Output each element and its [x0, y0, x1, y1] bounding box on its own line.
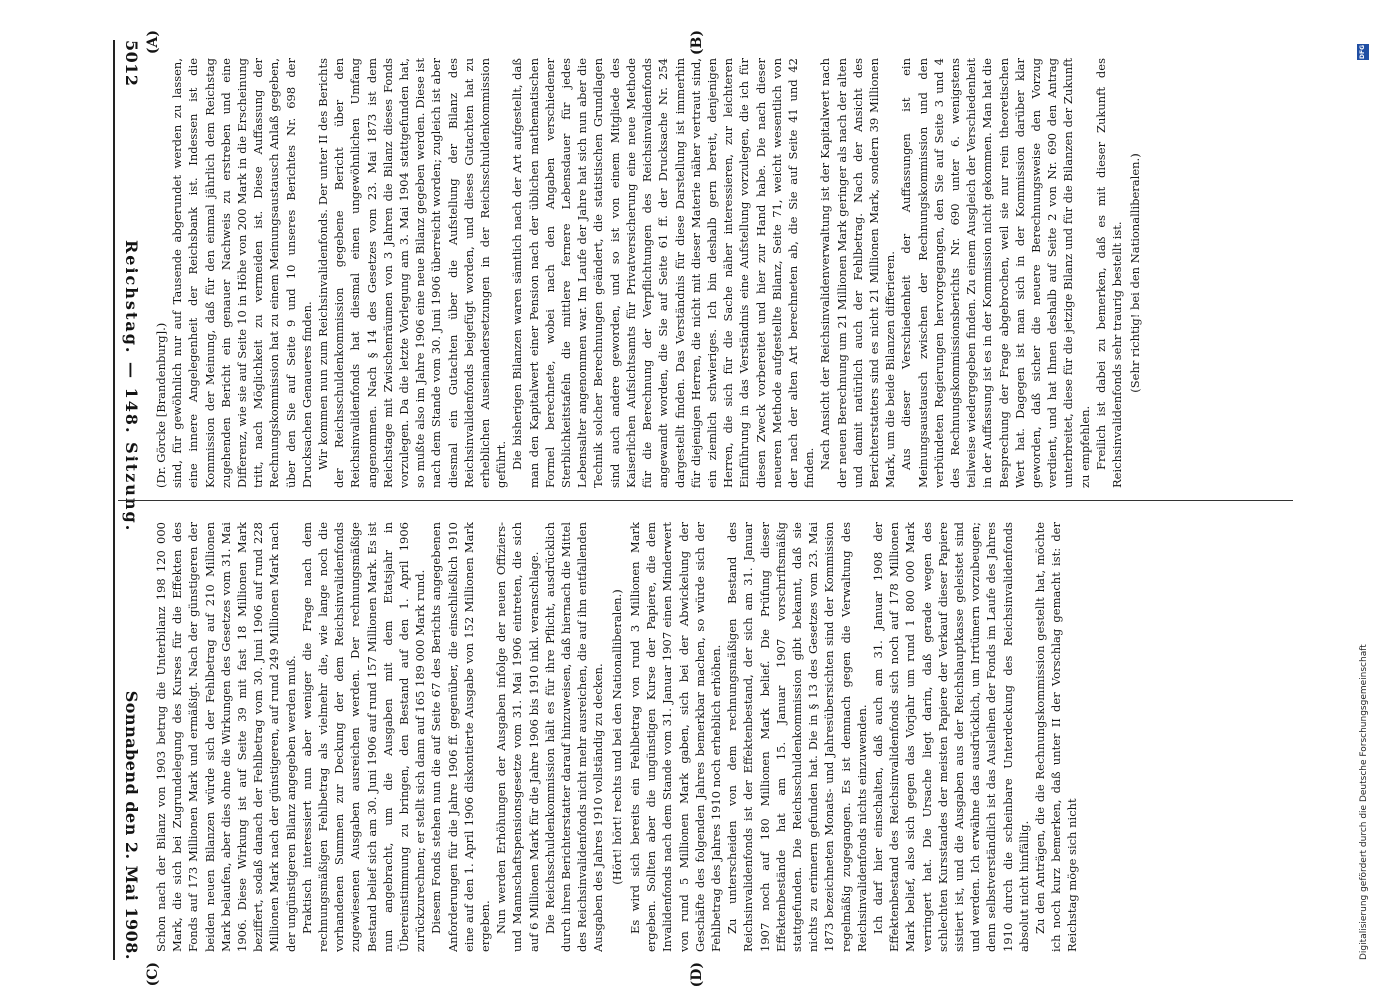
paragraph: Es wird sich bereits ein Fehlbetrag von rund 3 Millionen Mark ergeben. Sollten aber die ungünstigen Kurse der Papiere, die dem Invalidenfonds nach dem Stande vom 31. Januar 1907 einen Minderwert von rund 5 Millionen Mark gaben, sich bei der Abwickelung der Geschäfte des folgenden Jahres bemerkbar machen, so würde sich der Fehlbetrag des Jahres 1910 noch erheblich erhöhen.: [627, 522, 723, 952]
paragraph: Diesem Fonds stehen nun die auf Seite 67 des Berichts angegebenen Anforderungen für die Jahre 1906 ff. gegenüber, die einschließlich 1910 eine auf den 1. April 1906 diskontierte Ausgabe von 152 Millionen Mark ergeben.: [429, 522, 493, 952]
paragraph: Schon nach der Bilanz von 1903 betrug die Unterbilanz 198 120 000 Mark, die sich bei Zugrundelegung des Kurses für die Effekten des Fonds auf 173 Millionen Mark und ermäßigt. Nach der günstigeren der beiden neuen Bilanzen würde sich der Fehlbetrag auf 210 Millionen Mark belaufen, aber dies ohne die Wirkungen des Gesetzes vom 31. Mai 1906. Diese Wirkung ist auf Seite 39 mit fast 18 Millionen Mark beziffert, sodaß danach der Fehlbetrag vom 30. Juni 1906 auf rund 228 Millionen Mark nach der günstigeren, auf rund 249 Millionen Mark nach der ungünstigeren Bilanz angegeben werden muß.: [154, 522, 298, 952]
session-date: Sonnabend den 2. Mai 1908.: [122, 690, 141, 960]
interjection: (Sehr richtig! bei den Nationalliberalen.): [1128, 153, 1143, 393]
paragraph: Wir kommen nun zum Reichsinvalidenfonds. Der unter II des Berichts der Reichsschuldenkommission gegebene Bericht über den Reichsinvalidenfonds hat diesmal einen ungewöhnlichen Umfang angenommen. Nach § 14 des Gesetzes vom 23. Mai 1873 ist dem Reichstage mit Zwischenräumen von 3 Jahren die Bilanz dieses Fonds vorzulegen. Da die letzte Vorlegung am 3. Mai 1904 stattgefunden hat, so mußte also im Jahre 1906 eine neue Bilanz gegeben werden. Diese ist nach dem Stande vom 30. Juni 1906 überreicht worden; zugleich ist aber diesmal ein Gutachten über die Aufstellung der Bilanz des Reichsinvalidenfonds beigefügt worden, und dieses Gutachten hat zu erheblichen Auseinandersetzungen in der Reichsschuldenkommission geführt.: [316, 58, 509, 488]
left-column: [153, 58, 1293, 488]
column-divider: [118, 500, 1293, 501]
speaker-label: (Dr. Görcke [Brandenburg].): [154, 322, 168, 488]
margin-mark-c: (C): [145, 962, 161, 987]
paragraph: Die Reichsschuldenkommission hält es für ihre Pflicht, ausdrücklich durch ihren Berichterstatter darauf hinzuweisen, daß hiernach die Mittel des Reichsinvalidenfonds nicht mehr ausreichen, die auf ihn entfallenden Ausgaben des Jahres 1910 vollständig zu decken.: [542, 522, 606, 952]
paragraph: Praktisch interessiert nun aber weniger die Frage nach dem rechnungsmäßigen Fehlbetrag als vielmehr die, wie lange noch die vorhandenen Summen zur Deckung der dem Reichsinvalidenfonds zugewiesenen Ausgaben ausreichen werden. Der rechnungsmäßige Bestand belief sich am 30. Juni 1906 auf rund 157 Millionen Mark. Es ist nun angebracht, um die Ausgaben mit dem Etatsjahr in Übereinstimmung zu bringen, den Bestand auf den 1. April 1906 zurückzurechnen; er stellt sich dann auf 165 189 000 Mark rund.: [299, 522, 428, 952]
paragraph: Zu den Anträgen, die die Rechnungskommission gestellt hat, möchte ich noch kurz bemerken, daß unter II der Vorschlag gemacht ist: der Reichstag möge sich nicht: [1032, 522, 1080, 952]
digitization-credit: [1357, 40, 1373, 960]
header-rule: [113, 40, 115, 960]
dfg-logo: DFG: [1357, 44, 1369, 60]
margin-mark-b: (B): [689, 30, 705, 56]
paragraph: Ich darf hier einschalten, daß auch am 31. Januar 1908 der Effektenbestand des Reichsinvalidenfonds sich noch auf 178 Millionen Mark belief, also sich gegen das Vorjahr um rund 1 800 000 Mark verringert hat. Die Ursache liegt darin, daß gerade wegen des schlechten Kursstandes der meisten Papiere der Verkauf dieser Papiere sistiert ist, und die Ausgaben aus der Reichshauptkasse geleistet sind und werden. Ich erwähne das ausdrücklich, um Irrtümern vorzubeugen; denn selbstverständlich ist das Ausleihen der Fonds im Laufe des Jahres 1910 durch die scheinbare Unterdeckung des Reichsinvalidenfonds absolut nicht hinfällig.: [870, 522, 1031, 952]
credit-text: Digitalisierung gefördert durch die Deutsche Forschungsgemeinschaft: [1359, 644, 1369, 960]
paragraph: Nach Ansicht der Reichsinvalidenverwaltung ist der Kapitalwert nach der neuen Berechnung um 21 Millionen Mark geringer als nach der alten und damit natürlich auch der Fehlbetrag. Nach der Ansicht des Berichterstatters sind es nicht 21 Millionen Mark, sondern 39 Millionen Mark, um die beide Bilanzen differieren.: [818, 58, 898, 488]
right-column: [153, 522, 1293, 952]
page-number: 5012: [122, 40, 141, 87]
paragraph: Aus dieser Verschiedenheit der Auffassungen ist ein Meinungsaustausch zwischen der Rechnungskommission und den verbündeten Regierungen hervorgegangen, den Sie auf Seite 3 und 4 des Rechnungskommissionsberichts Nr. 690 unter 6. wenigstens teilweise wiedergegeben finden. Zu einem Ausgleich der Verschiedenheit in der Auffassung ist es in der Kommission nicht gekommen. Man hat die Besprechung der Frage abgebrochen, weil sie nur rein theoretischen Wert hat. Dagegen ist man sich in der Kommission darüber klar geworden, daß sicher die neuere Berechnungsweise den Vorzug verdient, und hat Ihnen deshalb auf Seite 2 von Nr. 690 den Antrag unterbreitet, diese für die jetzige Bilanz und für die Bilanzen der Zukunft zu empfehlen.: [899, 58, 1092, 488]
paragraph: sind, für gewöhnlich nur auf Tausende abgerundet werden zu lassen, eine innere Angelegenheit der Reichsbank ist. Indessen ist die Kommission der Meinung, daß für den einmal jährlich dem Reichstag zugehenden Bericht ein genauer Nachweis zu erstreben und eine Differenz, wie sie auf Seite 10 in Höhe von 200 Mark in die Erscheinung tritt, nach Möglichkeit zu vermeiden ist. Diese Auffassung der Rechnungskommission hat zu einem Meinungsaustausch Anlaß gegeben, über den Sie auf Seite 9 und 10 unseres Berichtes Nr. 698 der Drucksachen Genaueres finden.: [170, 58, 314, 488]
paragraph: Zu unterscheiden von dem rechnungsmäßigen Bestand des Reichsinvalidenfonds ist der Effektenbestand, der sich am 31. Januar 1907 noch auf 180 Millionen Mark belief. Die Prüfung dieser Effektenbestände hat am 15. Januar 1907 vorschriftsmäßig stattgefunden. Die Reichsschuldenkommission gibt bekannt, daß sie nichts zu erinnern gefunden hat. Die in § 13 des Gesetzes vom 23. Mai 1873 bezeichneten Monats- und Jahresübersichten sind der Kommission regelmäßig zugegangen. Es ist demnach gegen die Verwaltung des Reichsinvalidenfonds nichts einzuwenden.: [725, 522, 869, 952]
paragraph: Nun werden Erhöhungen der Ausgaben infolge der neuen Offiziers- und Mannschaftspensionsgesetze vom 31. Mai 1906 eintreten, die sich auf 6 Millionen Mark für die Jahre 1906 bis 1910 inkl. veranschlage.: [494, 522, 541, 952]
session-title: Reichstag. — 148. Sitzung.: [122, 240, 141, 533]
margin-mark-d: (D): [689, 962, 705, 988]
margin-mark-a: (A): [145, 30, 161, 55]
paragraph: Die bisherigen Bilanzen waren sämtlich nach der Art aufgestellt, daß man den Kapitalwert einer Pension nach der üblichen mathematischen Formel berechnete, wobei nach den Angaben verschiedener Sterblichkeitstafeln die mittlere fernere Lebensdauer für jedes Lebensalter angenommen war. Im Laufe der Jahre hat sich nun aber die Technik solcher Berechnungen geändert, die statistischen Grundlagen sind auch andere geworden, und so ist von einem Mitgliede des Kaiserlichen Aufsichtsamts für Privatversicherung eine neue Methode für die Berechnung der Verpflichtungen des Reichsinvalidenfonds angewandt worden, die Sie auf Seite 61 ff. der Drucksache Nr. 254 dargestellt finden. Das Verständnis für diese Darstellung ist immerhin für diejenigen Herren, die nicht mit dieser Materie näher vertraut sind, ein ziemlich schwieriges. Ich bin deshalb gern bereit, denjenigen Herren, die sich für die Sache näher interessieren, zur leichteren Einführung in das Verständnis eine Aufstellung vorzulegen, die ich für diesen Zweck vorbereitet und hier zur Hand habe. Die nach dieser neueren Methode aufgestellte Bilanz, Seite 71, weicht wesentlich von der nach der alten Art berechneten ab, die Sie auf Seite 41 und 42 finden.: [510, 58, 817, 488]
paragraph: Freilich ist dabei zu bemerken, daß es mit dieser Zukunft des Reichsinvalidenfonds sehr traurig bestellt ist.: [1093, 58, 1124, 488]
interjection: (Hört! hört! rechts und bei den Nationalliberalen.): [609, 589, 624, 885]
